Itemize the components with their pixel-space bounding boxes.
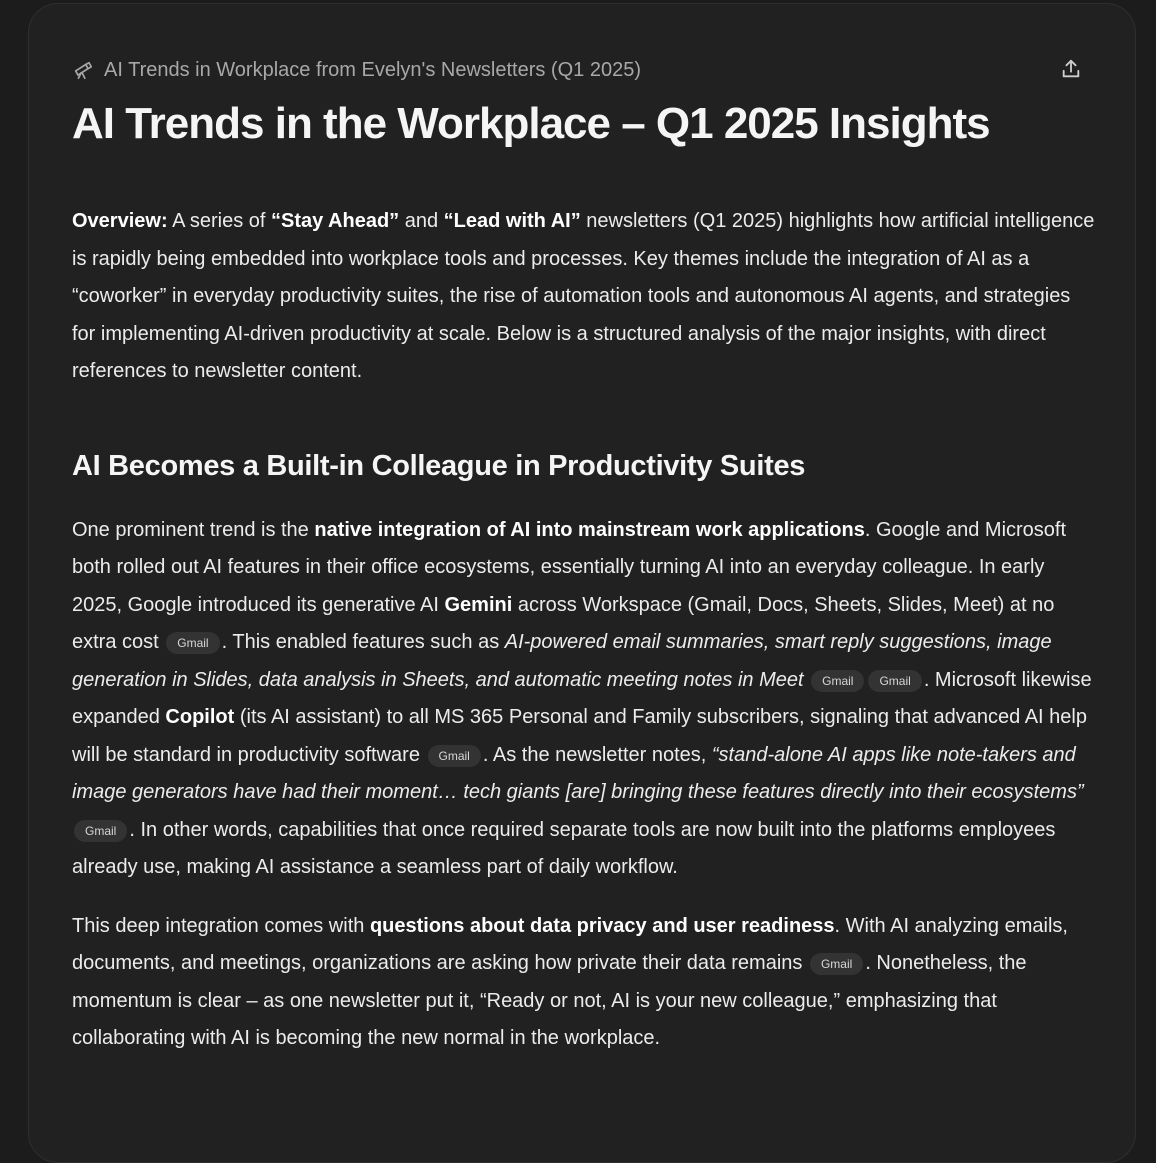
text-span: . Google and Microsoft both rolled out AI features in their office ecosystems, essentially turning AI into an everyday colleague. In early 2025, Google introduced its generative AI xyxy=(72,518,1067,616)
source-citation-pill[interactable]: Gmail xyxy=(74,820,127,842)
source-citation-pill[interactable]: Gmail xyxy=(810,953,863,975)
text-span: One prominent trend is the xyxy=(72,518,315,541)
overview-paragraph xyxy=(72,203,1096,391)
text-span: . This enabled features such as xyxy=(221,631,505,653)
bold-span: “Lead with AI” xyxy=(443,210,581,232)
text-span: . As the newsletter notes, xyxy=(482,743,712,766)
text-span: . In other words, capabilities that once required separate tools are now built into the platforms employees already use, making AI assistance a seamless part of daily workflow. xyxy=(72,818,1056,878)
section-paragraph xyxy=(72,908,1096,1058)
text-span: . With AI analyzing emails, documents, and meetings, organizations are asking how private their data remains xyxy=(72,914,1068,974)
bold-span: questions about data privacy and user readiness xyxy=(369,914,835,937)
share-icon xyxy=(1060,58,1082,80)
bold-span: native integration of AI into mainstream work applications xyxy=(314,518,865,541)
bold-span: Gemini xyxy=(444,593,513,616)
bold-span: “Stay Ahead” xyxy=(271,210,400,232)
telescope-icon xyxy=(72,59,94,81)
text-span: . Nonetheless, the momentum is clear – as one newsletter put it, “Ready or not, AI is your new colleague,” emphasizing that collaborating with AI is becoming the new normal in the workplace. xyxy=(72,952,1027,1049)
source-citation-pill[interactable]: Gmail xyxy=(166,632,219,654)
italic-span: AI-powered email summaries, smart reply suggestions, image generation in Slides, data analysis in Sheets, and automatic meeting notes in Meet xyxy=(72,631,1052,691)
text-span: and xyxy=(399,210,444,232)
document-header xyxy=(72,57,1076,83)
text-span: This deep integration comes with xyxy=(72,914,370,937)
share-button[interactable] xyxy=(1058,56,1084,82)
document-title: AI Trends in the Workplace – Q1 2025 Insights xyxy=(72,99,990,148)
italic-span: “stand-alone AI apps like note-takers and image generators have had their moment… tech giants [are] bringing these features directly into their ecosystems” xyxy=(72,743,1084,803)
text-span: . Microsoft likewise expanded xyxy=(72,668,1092,728)
source-citation-pill[interactable]: Gmail xyxy=(811,670,864,692)
text-span: newsletters (Q1 2025) highlights how artificial intelligence is rapidly being embedded into workplace tools and processes. Key themes include the integration of AI as a “coworker” in everyday productivity suites, the rise of automation tools and autonomous AI agents, and strategies for implementing AI-driven productivity at scale. Below is a structured analysis of the major insights, with direct references to newsletter content. xyxy=(72,210,1095,382)
document-body xyxy=(72,96,1096,1058)
section-heading: AI Becomes a Built-in Colleague in Productivity Suites xyxy=(72,449,806,482)
text-span: across Workspace (Gmail, Docs, Sheets, Slides, Meet) at no extra cost xyxy=(72,593,1055,653)
overview-label: Overview: xyxy=(72,210,168,232)
section-paragraph xyxy=(72,512,1096,887)
bold-span: Copilot xyxy=(165,706,235,728)
report-title-label: AI Trends in Workplace from Evelyn's Newsletters (Q1 2025) xyxy=(104,58,641,81)
text-span: A series of xyxy=(167,210,271,232)
source-citation-pill[interactable]: Gmail xyxy=(868,670,921,692)
text-span: (its AI assistant) to all MS 365 Personal and Family subscribers, signaling that advanced AI help will be standard in productivity software xyxy=(72,706,1087,766)
source-citation-pill[interactable]: Gmail xyxy=(428,745,481,767)
